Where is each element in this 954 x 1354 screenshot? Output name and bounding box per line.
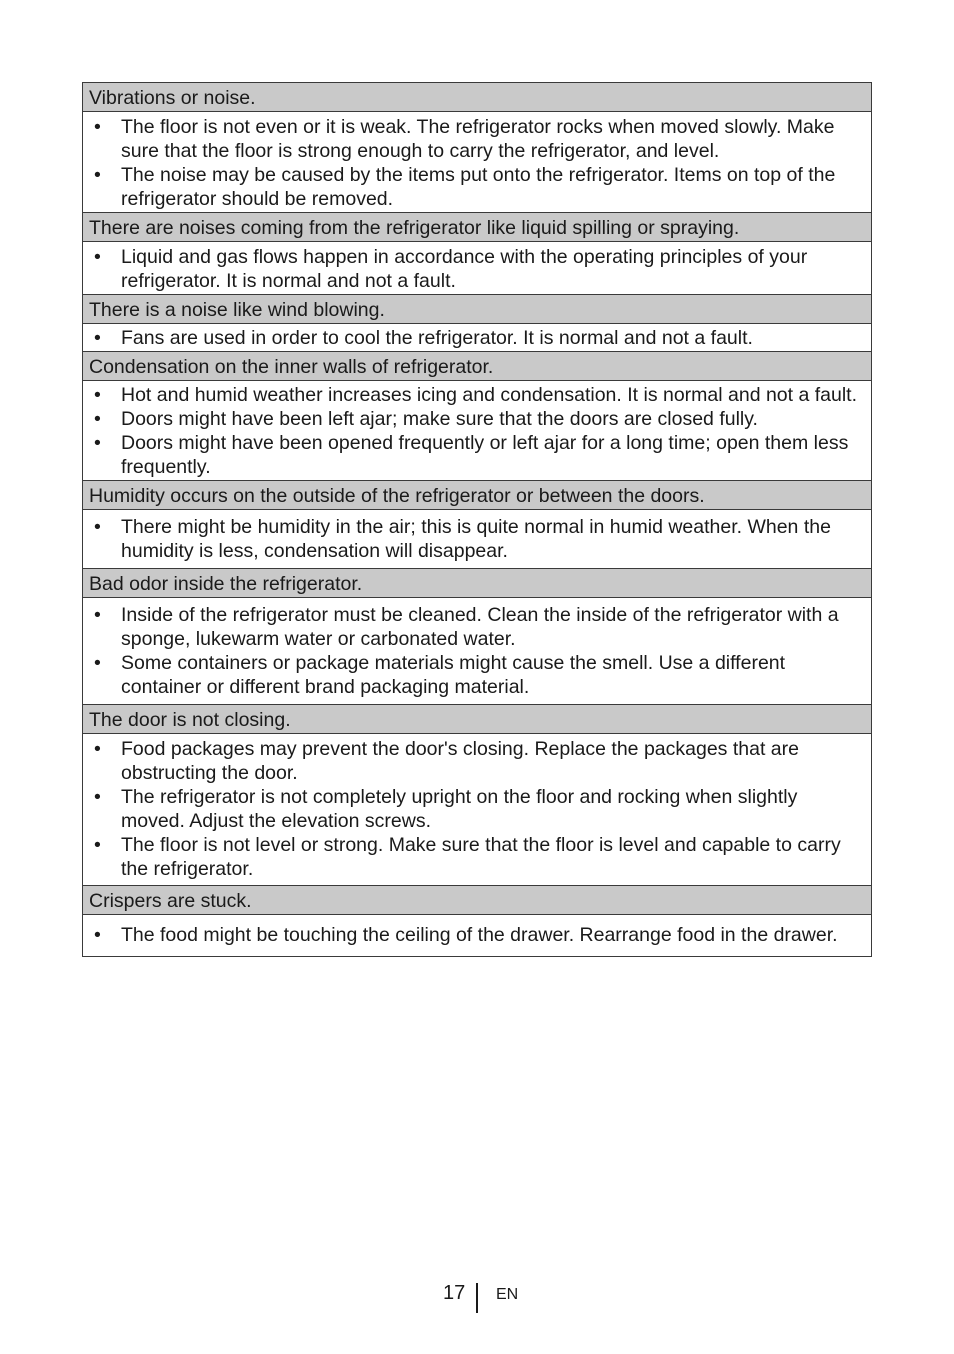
list-item [89,785,865,833]
item-text: The noise may be caused by the items put onto the refrigerator. Items on top of the refrigerator should be removed. [121,164,836,210]
section-header: Bad odor inside the refrigerator. [83,569,871,598]
bullet: • [94,384,101,406]
section-body [83,242,871,295]
list-item [89,431,865,479]
bullet: • [94,924,101,946]
list-item [89,651,865,699]
list-item [89,115,865,163]
section-body [83,324,871,352]
bullet: • [94,327,101,349]
item-text: Doors might have been opened frequently or left ajar for a long time; open them less frequently. [121,432,849,478]
section-header: Humidity occurs on the outside of the refrigerator or between the doors. [83,481,871,510]
bullet: • [94,786,101,808]
item-text: Doors might have been left ajar; make sure that the doors are closed fully. [121,408,758,430]
troubleshooting-table [82,82,872,957]
section-body [83,598,871,705]
section-header: The door is not closing. [83,705,871,734]
item-text: Liquid and gas flows happen in accordance with the operating principles of your refrigerator. It is normal and not a fault. [121,246,808,292]
list-item [89,407,865,431]
item-text: Food packages may prevent the door's closing. Replace the packages that are obstructing the door. [121,738,799,784]
bullet: • [94,432,101,454]
item-text: Some containers or package materials might cause the smell. Use a different container or different brand packaging material. [121,652,786,698]
section-header: Crispers are stuck. [83,886,871,915]
section-body [83,510,871,569]
bullet: • [94,738,101,760]
bullet: • [94,604,101,626]
page-footer [0,1280,954,1316]
item-text: Hot and humid weather increases icing and condensation. It is normal and not a fault. [121,384,858,406]
item-text: The floor is not level or strong. Make sure that the floor is level and capable to carry the refrigerator. [121,834,841,880]
section-body [83,112,871,213]
bullet: • [94,652,101,674]
bullet: • [94,408,101,430]
section-header: There are noises coming from the refrigerator like liquid spilling or spraying. [83,213,871,242]
language-code: EN [496,1286,519,1303]
bullet: • [94,246,101,268]
item-text: Fans are used in order to cool the refrigerator. It is normal and not a fault. [121,327,753,349]
item-text: Inside of the refrigerator must be cleaned. Clean the inside of the refrigerator with a sponge, lukewarm water or carbonated water. [121,604,839,650]
item-text: The food might be touching the ceiling of the drawer. Rearrange food in the drawer. [121,924,838,946]
page-number: 17 [443,1282,466,1304]
bullet: • [94,516,101,538]
item-text: The refrigerator is not completely upright on the floor and rocking when slightly moved. Adjust the elevation screws. [121,786,798,832]
list-item [89,833,865,881]
bullet: • [94,116,101,138]
section-body [83,915,871,957]
item-text: The floor is not even or it is weak. The refrigerator rocks when moved slowly. Make sure that the floor is strong enough to carry the refrigerator, and level. [121,116,835,162]
section-body [83,734,871,886]
list-item [89,326,865,350]
section-header: Condensation on the inner walls of refrigerator. [83,352,871,381]
section-header: Vibrations or noise. [83,83,871,112]
footer-divider [476,1283,478,1313]
list-item [89,737,865,785]
section-body [83,381,871,481]
list-item [89,383,865,407]
list-item [89,923,865,947]
item-text: There might be humidity in the air; this is quite normal in humid weather. When the humidity is less, condensation will disappear. [121,516,831,562]
list-item [89,515,865,563]
bullet: • [94,834,101,856]
section-header: There is a noise like wind blowing. [83,295,871,324]
list-item [89,163,865,211]
list-item [89,603,865,651]
list-item [89,245,865,293]
bullet: • [94,164,101,186]
